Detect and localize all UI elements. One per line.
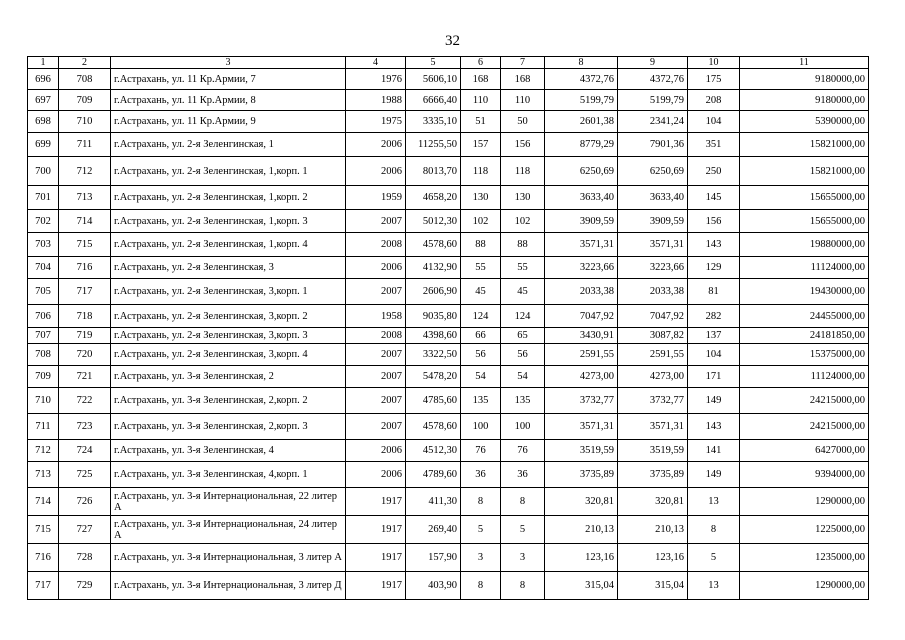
cell-col-9: 5199,79 [618,90,688,111]
cell-record-number: 709 [59,90,111,111]
cell-area: 11255,50 [406,133,461,157]
cell-row-number: 698 [28,111,59,133]
cell-year: 1976 [346,69,406,90]
cell-col-9: 4372,76 [618,69,688,90]
table-row [28,344,869,366]
column-header: 3 [111,57,346,69]
cell-cost: 19880000,00 [740,233,869,257]
table-row [28,572,869,600]
table-row [28,186,869,210]
cell-area: 411,30 [406,488,461,516]
cell-address: г.Астрахань, ул. 2-я Зеленгинская, 1,корп. 4 [111,233,346,257]
cell-address: г.Астрахань, ул. 3-я Интернациональная, 24 литер А [111,516,346,544]
cell-cost: 1235000,00 [740,544,869,572]
cell-col-7: 130 [501,186,545,210]
cell-col-10: 149 [688,462,740,488]
cell-cost: 24215000,00 [740,414,869,440]
cell-record-number: 729 [59,572,111,600]
cell-col-7: 168 [501,69,545,90]
table-row [28,157,869,186]
column-header: 2 [59,57,111,69]
cell-col-6: 8 [461,572,501,600]
cell-col-9: 123,16 [618,544,688,572]
cell-col-10: 282 [688,305,740,328]
cell-col-6: 66 [461,328,501,344]
cell-year: 1958 [346,305,406,328]
cell-col-6: 36 [461,462,501,488]
cell-cost: 6427000,00 [740,440,869,462]
cell-cost: 9394000,00 [740,462,869,488]
cell-col-7: 8 [501,572,545,600]
column-header: 8 [545,57,618,69]
table-row [28,233,869,257]
cell-year: 1959 [346,186,406,210]
cell-col-9: 2591,55 [618,344,688,366]
cell-area: 4578,60 [406,233,461,257]
cell-col-10: 104 [688,111,740,133]
cell-record-number: 722 [59,388,111,414]
cell-col-9: 7901,36 [618,133,688,157]
cell-col-6: 110 [461,90,501,111]
cell-record-number: 711 [59,133,111,157]
cell-cost: 9180000,00 [740,90,869,111]
cell-col-10: 208 [688,90,740,111]
cell-row-number: 699 [28,133,59,157]
cell-col-6: 5 [461,516,501,544]
column-header: 1 [28,57,59,69]
cell-col-6: 130 [461,186,501,210]
cell-row-number: 707 [28,328,59,344]
table-row [28,414,869,440]
page-number: 32 [445,33,460,49]
cell-row-number: 712 [28,440,59,462]
cell-record-number: 716 [59,257,111,279]
table-row [28,366,869,388]
cell-record-number: 727 [59,516,111,544]
cell-year: 2006 [346,157,406,186]
cell-col-8: 2033,38 [545,279,618,305]
cell-col-7: 88 [501,233,545,257]
cell-year: 2008 [346,233,406,257]
cell-address: г.Астрахань, ул. 11 Кр.Армии, 7 [111,69,346,90]
cell-col-7: 55 [501,257,545,279]
cell-record-number: 721 [59,366,111,388]
cell-row-number: 717 [28,572,59,600]
cell-record-number: 713 [59,186,111,210]
table-row [28,133,869,157]
cell-col-8: 3735,89 [545,462,618,488]
cell-area: 4578,60 [406,414,461,440]
table-row [28,210,869,233]
cell-col-8: 7047,92 [545,305,618,328]
cell-year: 2006 [346,440,406,462]
cell-row-number: 702 [28,210,59,233]
cell-col-10: 143 [688,233,740,257]
cell-address: г.Астрахань, ул. 11 Кр.Армии, 8 [111,90,346,111]
cell-row-number: 714 [28,488,59,516]
cell-col-9: 4273,00 [618,366,688,388]
cell-col-10: 13 [688,488,740,516]
cell-col-6: 51 [461,111,501,133]
cell-address: г.Астрахань, ул. 2-я Зеленгинская, 3 [111,257,346,279]
cell-col-6: 124 [461,305,501,328]
cell-cost: 9180000,00 [740,69,869,90]
table-row [28,69,869,90]
cell-col-6: 55 [461,257,501,279]
cell-cost: 15655000,00 [740,186,869,210]
cell-col-9: 6250,69 [618,157,688,186]
cell-year: 2007 [346,344,406,366]
cell-col-6: 45 [461,279,501,305]
table-row [28,462,869,488]
cell-row-number: 705 [28,279,59,305]
cell-address: г.Астрахань, ул. 3-я Интернациональная, 22 литер А [111,488,346,516]
cell-col-7: 65 [501,328,545,344]
cell-cost: 15655000,00 [740,210,869,233]
cell-col-10: 175 [688,69,740,90]
cell-row-number: 706 [28,305,59,328]
table-row [28,257,869,279]
cell-record-number: 728 [59,544,111,572]
cell-col-8: 315,04 [545,572,618,600]
cell-col-10: 81 [688,279,740,305]
cell-row-number: 709 [28,366,59,388]
cell-area: 4789,60 [406,462,461,488]
cell-col-6: 76 [461,440,501,462]
cell-address: г.Астрахань, ул. 3-я Зеленгинская, 2,корп. 2 [111,388,346,414]
cell-year: 2006 [346,257,406,279]
cell-col-7: 124 [501,305,545,328]
column-header: 4 [346,57,406,69]
cell-record-number: 717 [59,279,111,305]
cell-col-7: 156 [501,133,545,157]
cell-col-10: 250 [688,157,740,186]
cell-area: 157,90 [406,544,461,572]
cell-year: 2006 [346,462,406,488]
cell-col-8: 210,13 [545,516,618,544]
cell-col-6: 3 [461,544,501,572]
cell-address: г.Астрахань, ул. 3-я Интернациональная, 3 литер Д [111,572,346,600]
cell-year: 2007 [346,388,406,414]
cell-cost: 1225000,00 [740,516,869,544]
cell-cost: 15821000,00 [740,133,869,157]
cell-col-7: 8 [501,488,545,516]
table-row [28,388,869,414]
cell-col-10: 171 [688,366,740,388]
cell-record-number: 726 [59,488,111,516]
table-header-row [28,57,869,69]
cell-record-number: 715 [59,233,111,257]
column-header: 6 [461,57,501,69]
cell-cost: 19430000,00 [740,279,869,305]
cell-col-6: 157 [461,133,501,157]
cell-address: г.Астрахань, ул. 2-я Зеленгинская, 1 [111,133,346,157]
cell-col-7: 100 [501,414,545,440]
cell-cost: 11124000,00 [740,366,869,388]
cell-col-10: 156 [688,210,740,233]
cell-year: 1917 [346,572,406,600]
cell-col-6: 102 [461,210,501,233]
cell-col-8: 8779,29 [545,133,618,157]
cell-year: 2007 [346,366,406,388]
cell-col-10: 8 [688,516,740,544]
cell-cost: 15375000,00 [740,344,869,366]
cell-col-9: 3735,89 [618,462,688,488]
cell-col-10: 13 [688,572,740,600]
cell-record-number: 723 [59,414,111,440]
cell-area: 8013,70 [406,157,461,186]
cell-row-number: 716 [28,544,59,572]
cell-year: 2007 [346,279,406,305]
cell-area: 4785,60 [406,388,461,414]
cell-col-9: 2341,24 [618,111,688,133]
table-row [28,111,869,133]
cell-col-8: 5199,79 [545,90,618,111]
cell-year: 2007 [346,210,406,233]
cell-col-8: 123,16 [545,544,618,572]
column-header: 5 [406,57,461,69]
table-row [28,488,869,516]
cell-col-8: 2591,55 [545,344,618,366]
cell-area: 269,40 [406,516,461,544]
cell-col-10: 129 [688,257,740,279]
cell-cost: 24455000,00 [740,305,869,328]
cell-col-9: 3909,59 [618,210,688,233]
cell-col-8: 4273,00 [545,366,618,388]
cell-col-9: 2033,38 [618,279,688,305]
cell-cost: 1290000,00 [740,488,869,516]
cell-col-7: 5 [501,516,545,544]
cell-col-10: 137 [688,328,740,344]
cell-col-7: 50 [501,111,545,133]
cell-cost: 15821000,00 [740,157,869,186]
cell-area: 3322,50 [406,344,461,366]
cell-col-9: 210,13 [618,516,688,544]
cell-year: 1917 [346,544,406,572]
cell-col-8: 3732,77 [545,388,618,414]
cell-address: г.Астрахань, ул. 2-я Зеленгинская, 3,корп. 2 [111,305,346,328]
table-row [28,328,869,344]
cell-record-number: 708 [59,69,111,90]
column-header: 11 [740,57,869,69]
cell-col-9: 3571,31 [618,414,688,440]
cell-col-8: 3430,91 [545,328,618,344]
cell-record-number: 720 [59,344,111,366]
cell-row-number: 700 [28,157,59,186]
cell-col-9: 7047,92 [618,305,688,328]
cell-col-9: 3633,40 [618,186,688,210]
cell-col-9: 3732,77 [618,388,688,414]
cell-col-7: 76 [501,440,545,462]
cell-address: г.Астрахань, ул. 2-я Зеленгинская, 3,корп. 1 [111,279,346,305]
table-row [28,90,869,111]
cell-col-6: 100 [461,414,501,440]
cell-col-8: 3223,66 [545,257,618,279]
cell-address: г.Астрахань, ул. 3-я Зеленгинская, 2,корп. 3 [111,414,346,440]
column-header: 9 [618,57,688,69]
cell-record-number: 719 [59,328,111,344]
cell-address: г.Астрахань, ул. 3-я Зеленгинская, 2 [111,366,346,388]
cell-record-number: 718 [59,305,111,328]
cell-cost: 24215000,00 [740,388,869,414]
cell-col-8: 2601,38 [545,111,618,133]
cell-col-8: 3633,40 [545,186,618,210]
cell-row-number: 708 [28,344,59,366]
cell-col-6: 8 [461,488,501,516]
cell-col-7: 36 [501,462,545,488]
cell-address: г.Астрахань, ул. 2-я Зеленгинская, 1,корп. 3 [111,210,346,233]
cell-area: 4512,30 [406,440,461,462]
cell-col-8: 3909,59 [545,210,618,233]
cell-record-number: 714 [59,210,111,233]
cell-col-6: 135 [461,388,501,414]
cell-col-9: 315,04 [618,572,688,600]
column-header: 10 [688,57,740,69]
cell-record-number: 725 [59,462,111,488]
cell-year: 2006 [346,133,406,157]
cell-address: г.Астрахань, ул. 2-я Зеленгинская, 3,корп. 3 [111,328,346,344]
cell-col-10: 104 [688,344,740,366]
cell-row-number: 715 [28,516,59,544]
cell-area: 5606,10 [406,69,461,90]
cell-year: 2007 [346,414,406,440]
table-row [28,305,869,328]
cell-area: 5478,20 [406,366,461,388]
cell-col-9: 320,81 [618,488,688,516]
cell-area: 4398,60 [406,328,461,344]
cell-row-number: 697 [28,90,59,111]
cell-col-6: 54 [461,366,501,388]
cell-year: 1917 [346,488,406,516]
cell-col-6: 118 [461,157,501,186]
cell-col-7: 102 [501,210,545,233]
cell-cost: 11124000,00 [740,257,869,279]
table-row [28,440,869,462]
cell-col-10: 145 [688,186,740,210]
cell-area: 2606,90 [406,279,461,305]
cell-year: 2008 [346,328,406,344]
cell-cost: 5390000,00 [740,111,869,133]
cell-year: 1975 [346,111,406,133]
cell-record-number: 710 [59,111,111,133]
cell-area: 9035,80 [406,305,461,328]
cell-col-6: 56 [461,344,501,366]
cell-cost: 1290000,00 [740,572,869,600]
cell-col-8: 4372,76 [545,69,618,90]
cell-address: г.Астрахань, ул. 3-я Зеленгинская, 4,корп. 1 [111,462,346,488]
cell-col-8: 3519,59 [545,440,618,462]
cell-address: г.Астрахань, ул. 11 Кр.Армии, 9 [111,111,346,133]
cell-col-9: 3087,82 [618,328,688,344]
cell-col-8: 6250,69 [545,157,618,186]
cell-cost: 24181850,00 [740,328,869,344]
cell-col-10: 5 [688,544,740,572]
cell-row-number: 710 [28,388,59,414]
cell-address: г.Астрахань, ул. 3-я Интернациональная, 3 литер А [111,544,346,572]
cell-address: г.Астрахань, ул. 2-я Зеленгинская, 1,корп. 2 [111,186,346,210]
registry-table [27,56,869,600]
cell-col-6: 88 [461,233,501,257]
cell-row-number: 711 [28,414,59,440]
table-row [28,279,869,305]
cell-col-7: 45 [501,279,545,305]
cell-area: 4658,20 [406,186,461,210]
cell-address: г.Астрахань, ул. 2-я Зеленгинская, 1,корп. 1 [111,157,346,186]
cell-col-9: 3571,31 [618,233,688,257]
table-row [28,516,869,544]
cell-row-number: 713 [28,462,59,488]
cell-area: 6666,40 [406,90,461,111]
cell-col-6: 168 [461,69,501,90]
cell-record-number: 724 [59,440,111,462]
cell-area: 5012,30 [406,210,461,233]
table-row [28,544,869,572]
cell-col-8: 3571,31 [545,233,618,257]
cell-col-7: 118 [501,157,545,186]
cell-col-7: 3 [501,544,545,572]
cell-col-10: 149 [688,388,740,414]
cell-col-7: 54 [501,366,545,388]
cell-col-10: 141 [688,440,740,462]
cell-area: 3335,10 [406,111,461,133]
cell-row-number: 703 [28,233,59,257]
cell-address: г.Астрахань, ул. 3-я Зеленгинская, 4 [111,440,346,462]
cell-col-9: 3223,66 [618,257,688,279]
cell-col-7: 56 [501,344,545,366]
cell-col-8: 3571,31 [545,414,618,440]
cell-address: г.Астрахань, ул. 2-я Зеленгинская, 3,корп. 4 [111,344,346,366]
cell-col-10: 143 [688,414,740,440]
cell-year: 1917 [346,516,406,544]
cell-row-number: 696 [28,69,59,90]
cell-col-9: 3519,59 [618,440,688,462]
cell-area: 403,90 [406,572,461,600]
cell-col-10: 351 [688,133,740,157]
cell-record-number: 712 [59,157,111,186]
cell-col-7: 135 [501,388,545,414]
cell-row-number: 701 [28,186,59,210]
column-header: 7 [501,57,545,69]
cell-col-7: 110 [501,90,545,111]
cell-year: 1988 [346,90,406,111]
cell-area: 4132,90 [406,257,461,279]
cell-row-number: 704 [28,257,59,279]
cell-col-8: 320,81 [545,488,618,516]
